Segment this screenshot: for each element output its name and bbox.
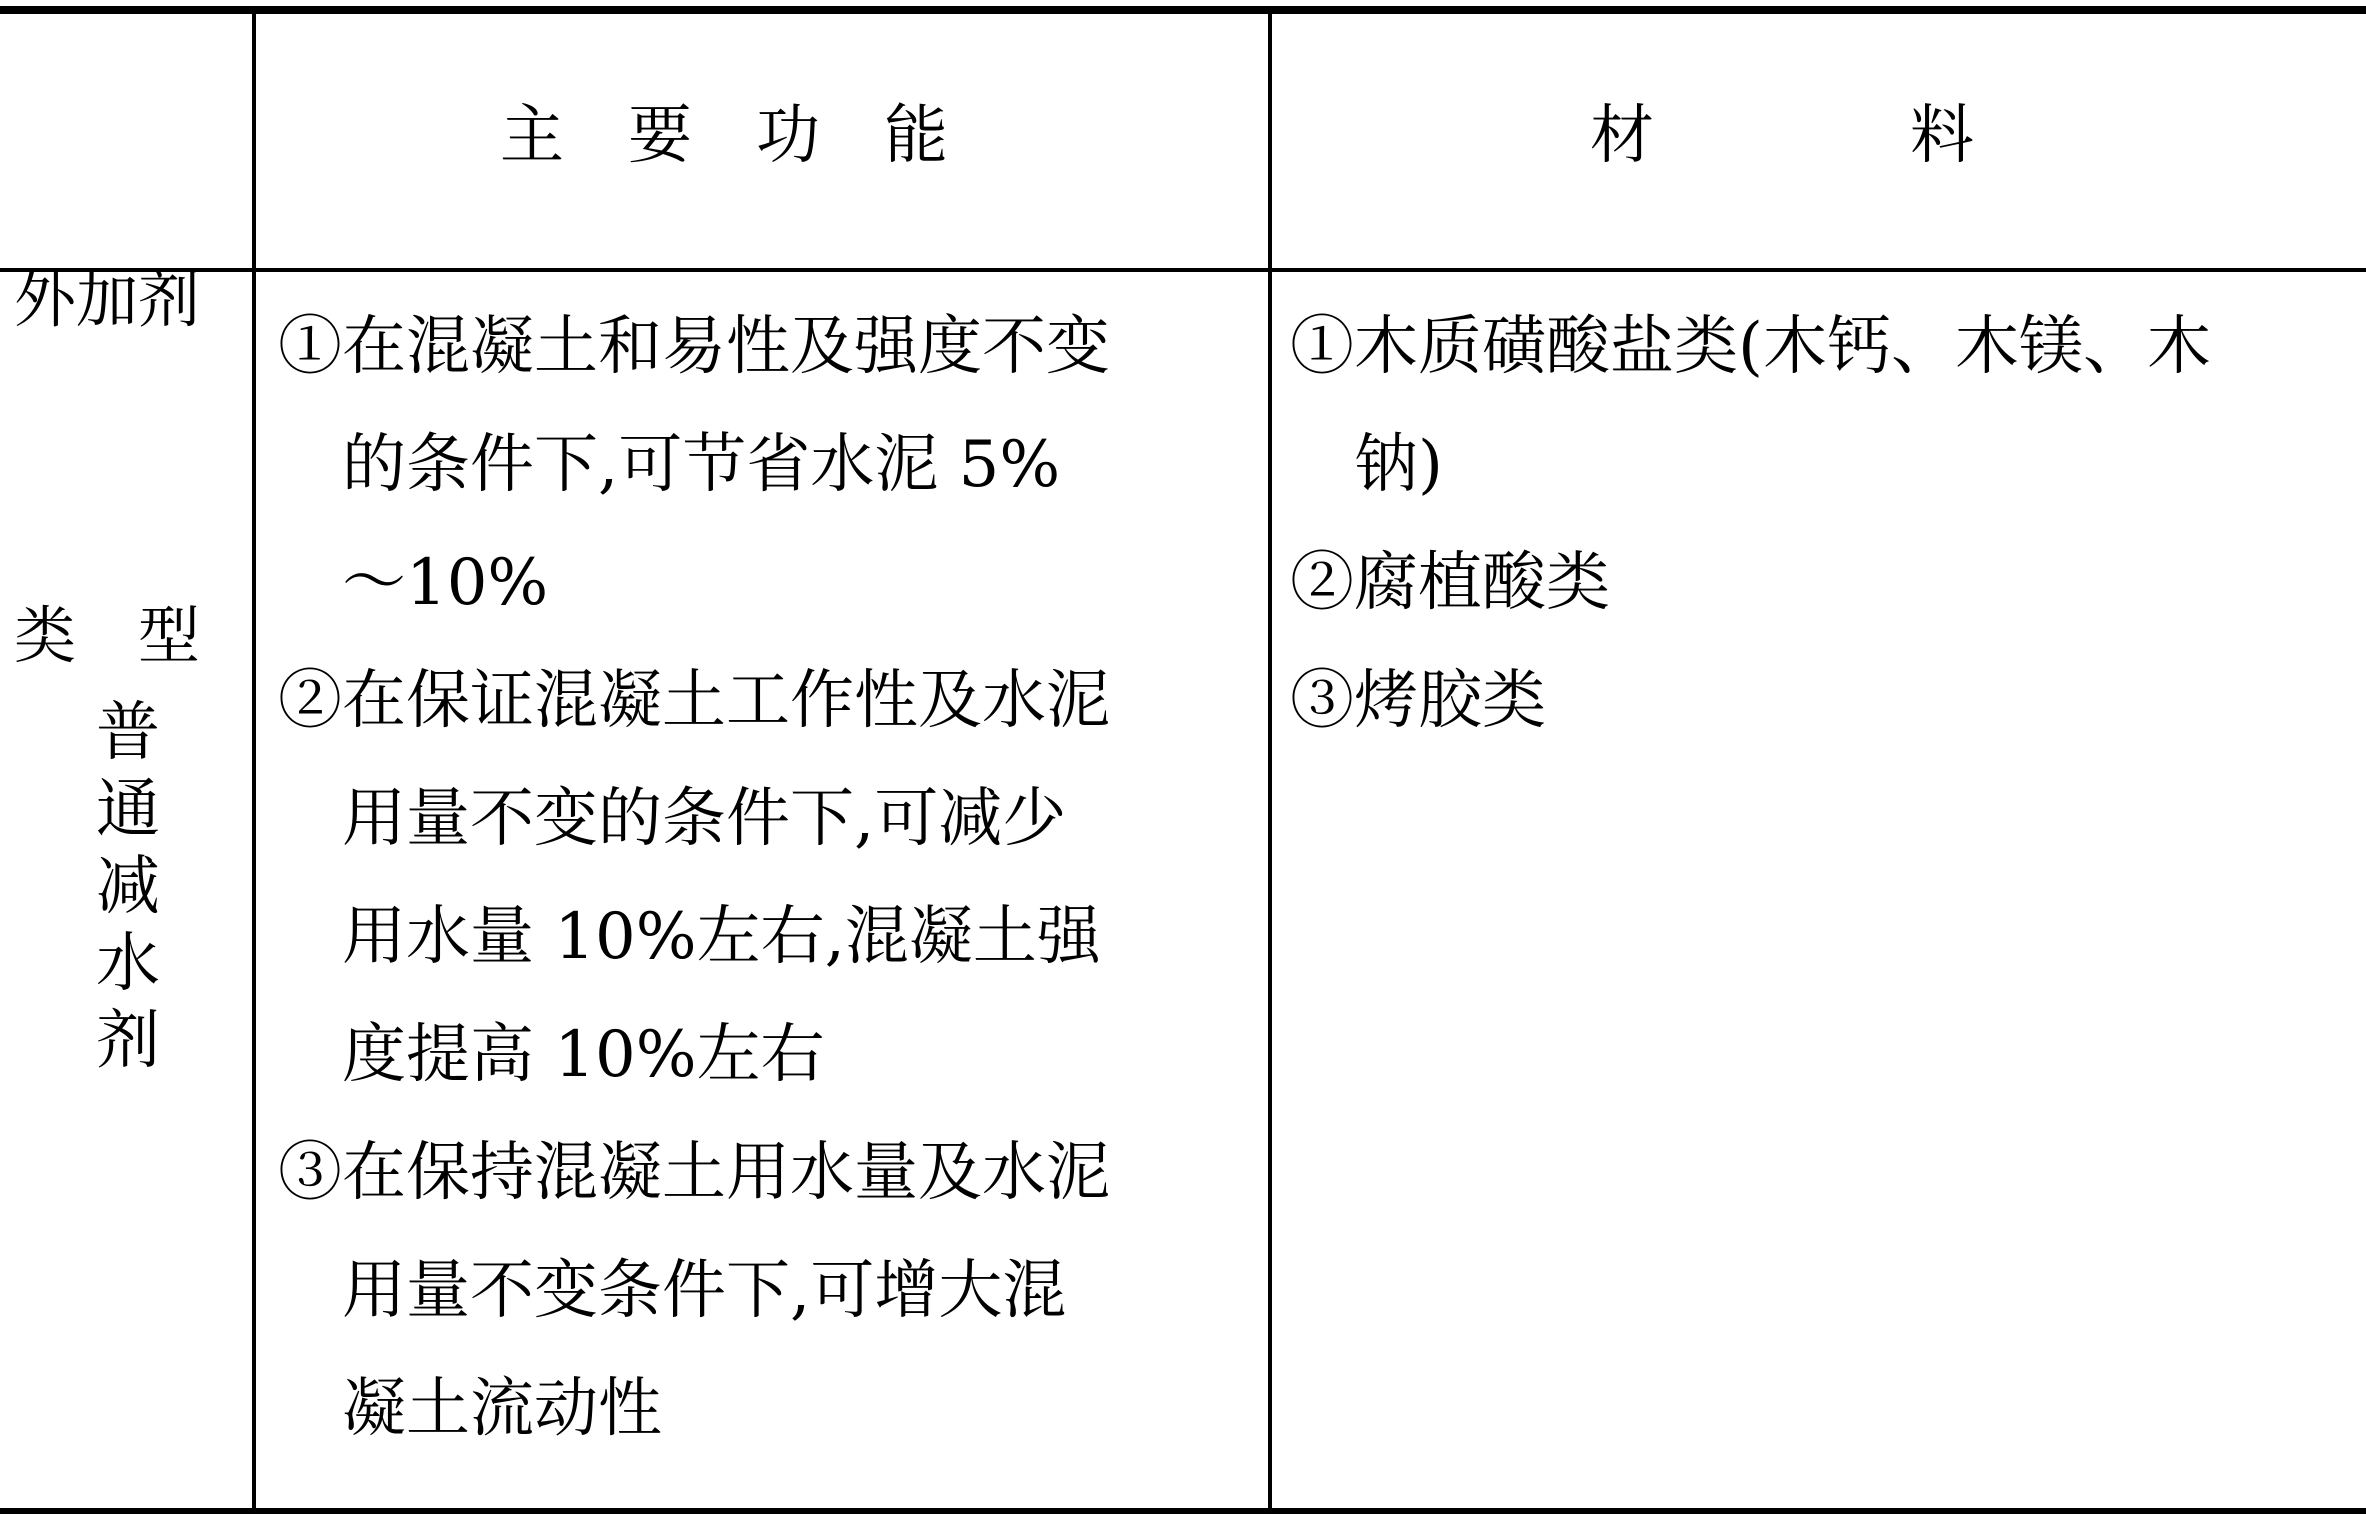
header-materials: 材 料 xyxy=(1590,99,1974,173)
function-3-line-3: 凝土流动性 xyxy=(278,1372,662,1446)
column-divider-2 xyxy=(1268,10,1272,1510)
function-2-line-1: ②在保证混凝土工作性及水泥 xyxy=(278,664,1110,738)
column-divider-1 xyxy=(252,10,256,1510)
function-1-line-1: ①在混凝土和易性及强度不变 xyxy=(278,310,1110,384)
row-type-cell: 普通减水剂 xyxy=(96,696,160,1078)
function-3-line-1: ③在保持混凝土用水量及水泥 xyxy=(278,1136,1110,1210)
header-main-function: 主 要 功 能 xyxy=(500,99,948,173)
function-2-line-4: 度提高 10%左右 xyxy=(278,1018,825,1092)
bottom-rule xyxy=(0,1508,2366,1514)
function-2-line-3: 用水量 10%左右,混凝土强 xyxy=(278,900,1101,974)
function-1-line-3: ～10% xyxy=(278,546,549,620)
header-type-line-2: 类 型 xyxy=(14,599,201,672)
material-2-line-1: ②腐植酸类 xyxy=(1290,546,1610,620)
materials-list xyxy=(1290,288,2350,760)
material-1-line-2: 钠) xyxy=(1290,428,1443,502)
header-rule xyxy=(0,268,2366,272)
material-1-line-1: ①木质磺酸盐类(木钙、木镁、木 xyxy=(1290,310,2211,384)
top-rule xyxy=(0,6,2366,14)
material-3-line-1: ③烤胶类 xyxy=(1290,664,1546,738)
function-3-line-2: 用量不变条件下,可增大混 xyxy=(278,1254,1067,1328)
function-list xyxy=(278,288,1253,1468)
header-type-line-1: 外加剂 xyxy=(14,263,201,336)
function-1-line-2: 的条件下,可节省水泥 5% xyxy=(278,428,1061,502)
function-2-line-2: 用量不变的条件下,可减少 xyxy=(278,782,1067,856)
